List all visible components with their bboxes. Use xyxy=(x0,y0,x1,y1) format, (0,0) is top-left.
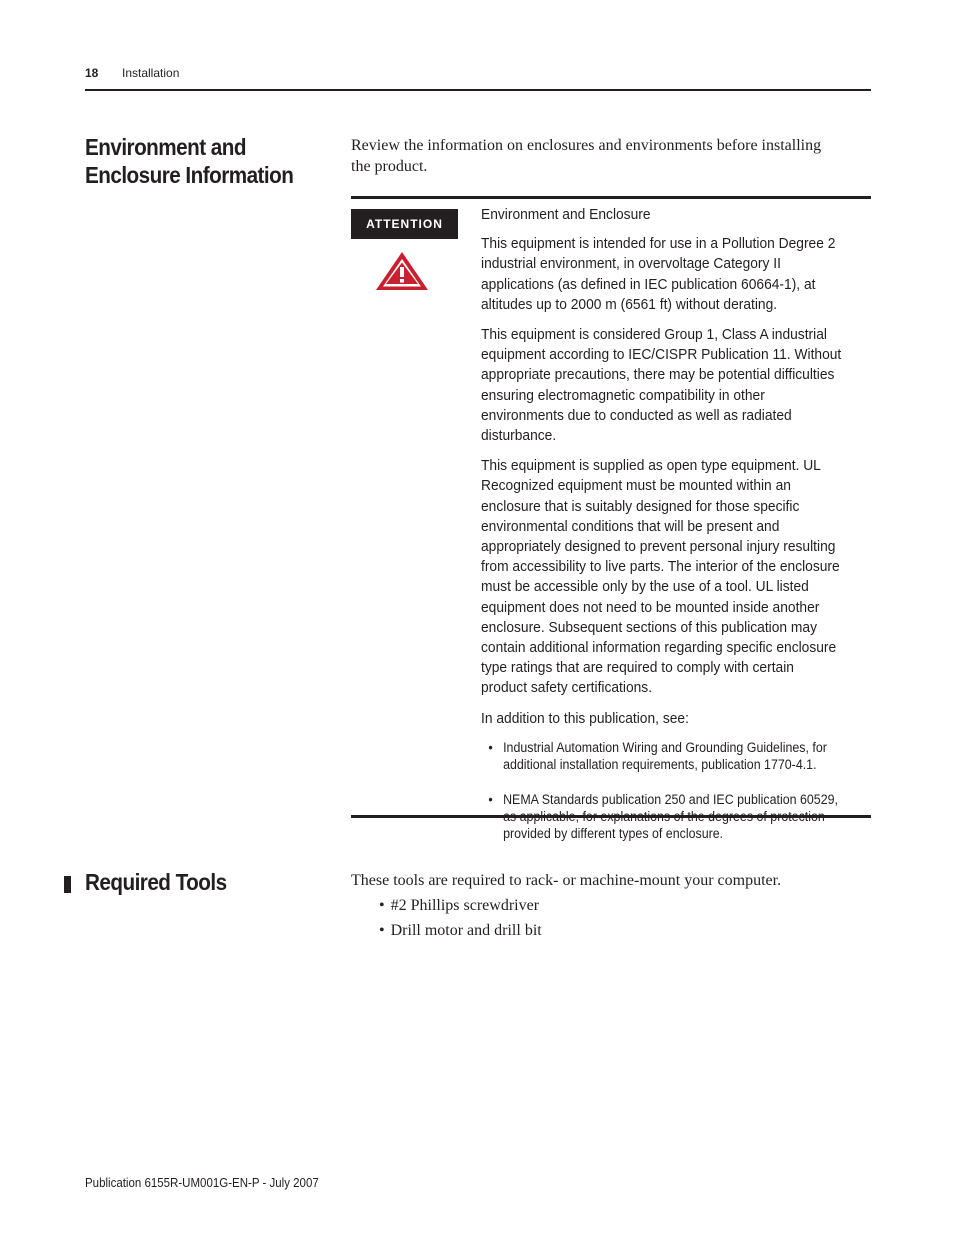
attention-bottom-rule xyxy=(351,815,871,818)
required-tools-heading: Required Tools xyxy=(85,869,227,895)
attention-paragraph: This equipment is considered Group 1, Class A industrial equipment according to IEC/CISPR Publication 11. Without appropriate precautions, there may be potential difficulties ensuring electromagnetic compatibility in other environments due to conducted as well as radiated disturbance. xyxy=(481,326,842,445)
attention-body xyxy=(481,205,842,860)
warning-triangle-icon xyxy=(374,250,430,292)
attention-label: ATTENTION xyxy=(351,209,458,239)
attention-paragraph: This equipment is supplied as open type equipment. UL Recognized equipment must be mounted within an enclosure that is suitably designed for those specific environmental conditions that will be present and appropriately designed to prevent personal injury resulting from accessibility to live parts. The interior of the enclosure must be accessible only by the use of a tool. UL listed equipment does not need to be mounted inside another enclosure. Subsequent sections of this publication may contain additional information regarding specific enclosure type ratings that are required to comply with certain product safety certifications. xyxy=(481,457,840,697)
environment-intro: Review the information on enclosures and environments before installing the product. xyxy=(351,137,822,175)
attention-paragraph: In addition to this publication, see: xyxy=(481,709,689,727)
header-rule xyxy=(85,89,871,91)
page-number: 18 xyxy=(85,66,99,80)
publication-footer: Publication 6155R-UM001G-EN-P - July 2007 xyxy=(85,1176,319,1190)
change-bar-marker xyxy=(64,876,71,893)
required-tools-list xyxy=(379,895,542,945)
attention-bullet: • Industrial Automation Wiring and Grounding Guidelines, for additional installation requirements, publication 1770-4.1. xyxy=(481,739,842,773)
running-header-section: Installation xyxy=(122,66,180,80)
attention-bullet-list xyxy=(481,739,842,842)
environment-heading: Environment and Enclosure Information xyxy=(85,134,294,188)
required-tools-intro: These tools are required to rack- or machine-mount your computer. xyxy=(351,872,782,889)
attention-title: Environment and Enclosure xyxy=(481,206,651,223)
attention-top-rule xyxy=(351,196,871,199)
tool-item: • #2 Phillips screwdriver xyxy=(379,895,542,920)
attention-bullet: • NEMA Standards publication 250 and IEC publication 60529, provided by different types of enclosure. xyxy=(481,791,842,842)
tool-item: • Drill motor and drill bit xyxy=(379,920,542,945)
attention-paragraph: This equipment is intended for use in a Pollution Degree 2 industrial environment, in overvoltage Category II applications (as defined in IEC publication 60664-1), at altitudes up to 2000 m (6561 ft) without derating. xyxy=(481,235,836,313)
